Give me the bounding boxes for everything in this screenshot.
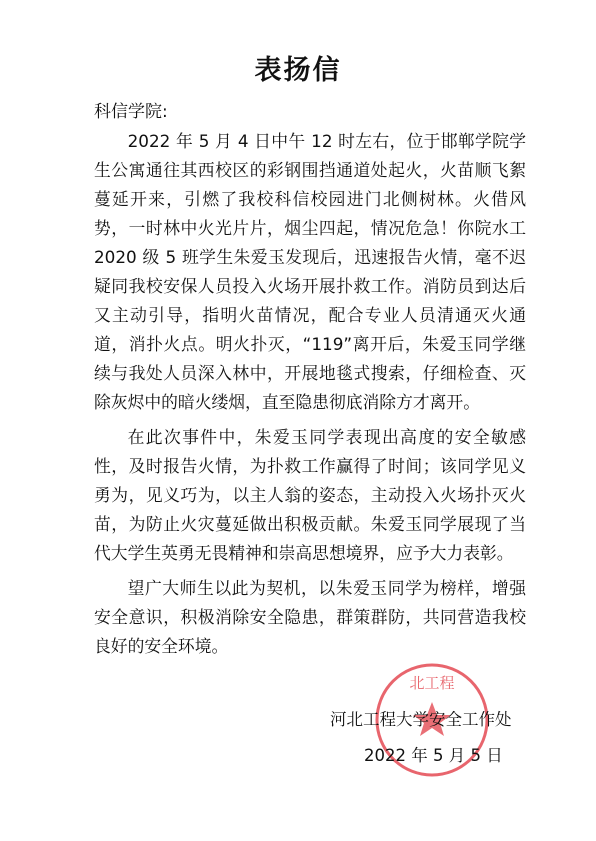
signature-organization: 河北工程大学安全工作处 bbox=[330, 710, 512, 729]
paragraph-call-to-action: 望广大师生以此为契机，以朱爱玉同学为榜样，增强安全意识，积极消除安全隐患，群策群防，共同营造我校良好的安全环境。 bbox=[94, 578, 526, 656]
paragraph-praise: 在此次事件中，朱爱玉同学表现出高度的安全敏感性，及时报告火情，为扑救工作赢得了时间；该同学见义勇为，见义巧为，以主人翁的姿态，主动投入火场扑灭火苗，为防止火灾蔓延做出积极贡献。朱爱玉同学展现了当代大学生英勇无畏精神和崇高思想境界，应予大力表彰。 bbox=[94, 427, 526, 563]
svg-text:北工程: 北工程 bbox=[409, 674, 455, 692]
letter-title: 表扬信 bbox=[254, 55, 342, 86]
letter-body bbox=[94, 127, 526, 667]
signature-date: 2022 年 5 月 5 日 bbox=[364, 746, 503, 765]
paragraph-incident: 2022 年 5 月 4 日中午 12 时左右，位于邯郸学院学生公寓通往其西校区的彩钢围挡通道处起火，火苗顺飞絮蔓延开来，引燃了我校科信校园进门北侧树林。火借风势，一时林中火光片片，烟尘四起，情况危急！你院水工 2020 级 5 班学生朱爱玉发现后，迅速报告火情，毫不迟疑同我校安保人员投入火场开展扑救工作。消防员到达后又主动引导，指明火苗情况，配合专业人员清通灭火通道，消扑火点。明火扑灭，“119”离开后，朱爱玉同学继续与我处人员深入林中，开展地毯式搜索，仔细检查、灭除灰烬中的暗火缕烟，直至隐患彻底消除方才离开。 bbox=[94, 131, 526, 412]
salutation: 科信学院: bbox=[94, 102, 168, 122]
